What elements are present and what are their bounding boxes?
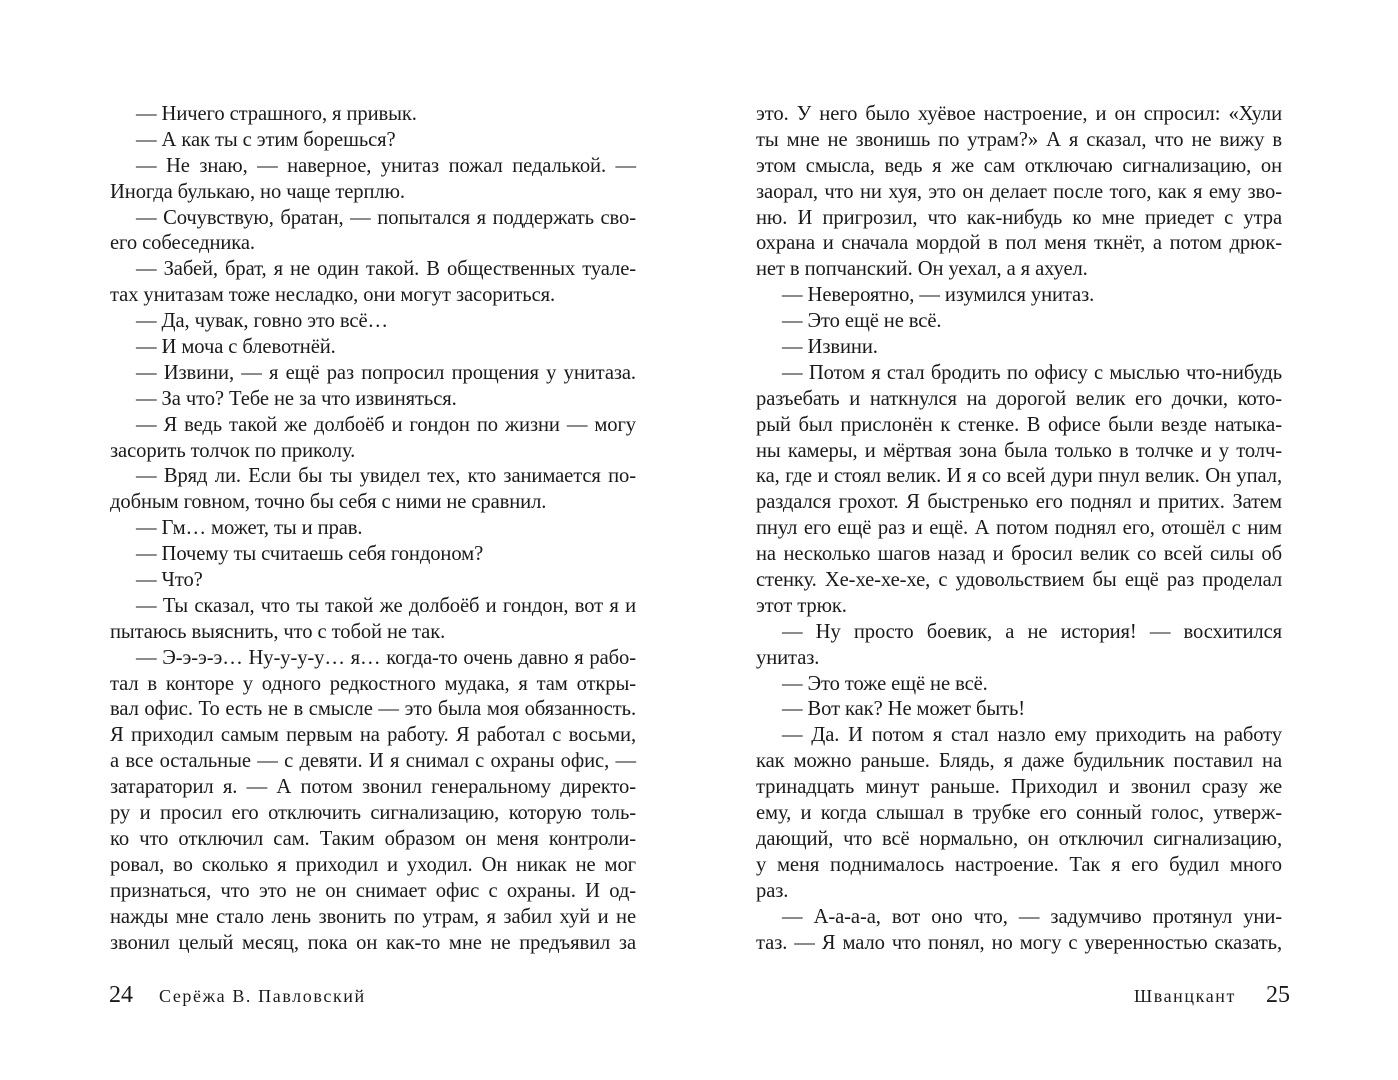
right-page-number: 25 — [1266, 982, 1290, 1008]
text-line: ны камеры, и мёртвая зона была только в толчке и у толч- — [756, 439, 1282, 462]
text-line: его собеседника. — [110, 232, 255, 255]
text-line: раз. — [756, 879, 789, 902]
text-line: таз. — Я мало что понял, но могу с уверенностью сказать, — [756, 931, 1282, 954]
text-line: — Вот как? Не может быть! — [782, 698, 1026, 721]
text-line: признаться, что это не он снимает офис с охраны. И од- — [110, 879, 636, 902]
text-line: — Ты сказал, что ты такой же долбоёб и гондон, вот я и — [136, 594, 636, 617]
text-line: а все остальные — с девяти. И я снимал с охраны офис, — — [110, 750, 636, 773]
right-page-footer — [1134, 980, 1290, 1011]
text-line: — Это тоже ещё не всё. — [782, 672, 988, 695]
text-line: — Потом я стал бродить по офису с мыслью что-нибудь — [782, 361, 1282, 384]
text-line: дающий, что всё нормально, он отключил сигнализацию, — [756, 827, 1282, 850]
text-line: раздался грохот. Я быстренько его поднял и притих. Затем — [756, 491, 1282, 514]
right-running-head: Шванцкант — [1133, 986, 1236, 1006]
text-line: — Забей, брат, я не один такой. В общественных туале- — [136, 258, 636, 281]
text-line: ему, и когда слышал в трубке его сонный голос, утверж- — [756, 802, 1282, 825]
text-line: как можно раньше. Блядь, я даже будильник поставил на — [756, 750, 1282, 773]
right-page-text — [756, 102, 1282, 956]
text-line: — Невероятно, — изумился унитаз. — [782, 284, 1095, 307]
text-line: — А-а-а-а, вот оно что, — задумчиво протянул уни- — [782, 905, 1282, 928]
left-page-text — [110, 102, 636, 956]
text-line: пнул его ещё раз и ещё. А потом поднял его, отошёл с ним — [756, 517, 1282, 540]
text-line: ка, где и стоял велик. И я со всей дури пнул велик. Он упал, — [756, 465, 1282, 488]
text-line: вал офис. То есть не в смысле — это была моя обязанность. — [110, 698, 636, 721]
text-line: пытаюсь выяснить, что с тобой не так. — [110, 620, 446, 643]
text-line: затараторил я. — А потом звонил генеральному директо- — [110, 776, 636, 799]
text-line: охрана и сначала мордой в пол меня ткнёт, а потом дрюк- — [756, 232, 1282, 255]
right-page — [699, 0, 1398, 1080]
text-line: — Гм… может, ты и прав. — [136, 517, 363, 540]
left-page-number: 24 — [109, 982, 133, 1008]
text-line: у меня поднималось настроение. Так я его будил много — [756, 853, 1282, 876]
text-line: рый был прислонён к стенке. В офисе были везде натыка- — [756, 413, 1282, 436]
text-line: — И моча с блевотнёй. — [136, 336, 336, 359]
text-line: — Ну просто боевик, а не история! — восхитился — [782, 620, 1282, 643]
text-line: на несколько шагов назад и бросил велик со всей силы об — [756, 543, 1282, 566]
text-line: — За что? Тебе не за что извиняться. — [136, 387, 457, 410]
text-line: ты мне не звонишь по утрам?» А я сказал, что не вижу в — [756, 128, 1282, 151]
text-line: ко что отключил сам. Таким образом он меня контроли- — [110, 827, 636, 850]
text-line: — Вряд ли. Если бы ты увидел тех, кто занимается по- — [136, 465, 636, 488]
text-line: тринадцать минут раньше. Приходил и звонил сразу же — [756, 776, 1282, 799]
text-line: тах унитазам тоже несладко, они могут засориться. — [110, 284, 556, 307]
text-line: — А как ты с этим борешься? — [136, 128, 396, 151]
text-line: — Да. И потом я стал назло ему приходить на работу — [782, 724, 1282, 747]
text-line: нет в попчанский. Он уехал, а я ахуел. — [756, 258, 1088, 281]
text-line: — Я ведь такой же долбоёб и гондон по жизни — могу — [136, 413, 636, 436]
text-line: ру и просил его отключить сигнализацию, которую толь- — [110, 802, 636, 825]
text-line: этот трюк. — [756, 594, 847, 617]
text-line: Иногда булькаю, но чаще терплю. — [110, 180, 405, 203]
text-line: заорал, что ни хуя, это он делает после того, как я ему зво- — [756, 180, 1282, 203]
text-line: — Да, чувак, говно это всё… — [136, 310, 388, 333]
text-line: этом смысла, ведь я же сам отключаю сигнализацию, он — [756, 154, 1282, 177]
text-line: стенку. Хе-хе-хе-хе, с удовольствием бы ещё раз проделал — [756, 569, 1282, 592]
text-line: Я приходил самым первым на работу. Я работал с восьми, — [110, 724, 636, 747]
text-line: ню. И пригрозил, что как-нибудь ко мне приедет с утра — [756, 206, 1282, 229]
text-line: — Извини, — я ещё раз попросил прощения у унитаза. — [136, 361, 636, 384]
text-line: ровал, во сколько я приходил и уходил. Он никак не мог — [110, 853, 636, 876]
text-line: — Извини. — [782, 336, 878, 359]
text-line: тал в конторе у одного редкостного мудака, я там откры- — [110, 672, 636, 695]
text-line: звонил целый месяц, пока он как-то мне не предъявил за — [110, 931, 636, 954]
text-line: нажды мне стало лень звонить по утрам, я забил хуй и не — [110, 905, 636, 928]
text-line: — Э-э-э-э… Ну-у-у-у… я… когда-то очень давно я рабо- — [136, 646, 636, 669]
text-line: разъебать и наткнулся на дорогой велик его дочки, кото- — [756, 387, 1282, 410]
left-running-head: Серёжа В. Павловский — [159, 986, 366, 1006]
text-line: — Почему ты считаешь себя гондоном? — [136, 543, 484, 566]
text-line: добным говном, точно бы себя с ними не сравнил. — [110, 491, 547, 514]
left-page-footer — [109, 980, 366, 1011]
text-line: — Ничего страшного, я привык. — [136, 103, 417, 125]
text-line: засорить толчок по приколу. — [110, 439, 356, 462]
text-line: это. У него было хуёвое настроение, и он спросил: «Хули — [756, 103, 1282, 125]
text-line: — Сочувствую, братан, — попытался я поддержать сво- — [136, 206, 636, 229]
text-line: — Это ещё не всё. — [782, 310, 942, 333]
text-line: — Что? — [136, 569, 203, 592]
text-line: унитаз. — [756, 646, 820, 669]
text-line: — Не знаю, — наверное, унитаз пожал педалькой. — — [136, 154, 636, 177]
